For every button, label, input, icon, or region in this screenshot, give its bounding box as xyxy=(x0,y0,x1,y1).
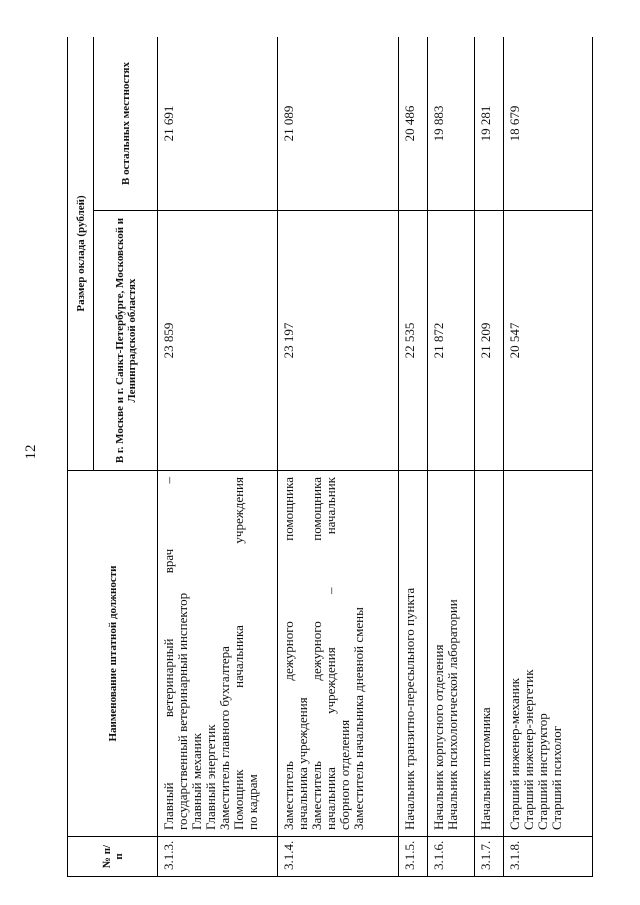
row-number: 3.1.3. xyxy=(158,837,277,877)
salary-other: 21 691 xyxy=(158,37,277,211)
table-row xyxy=(428,37,474,877)
position-line: начальника учреждения – начальник xyxy=(322,477,338,830)
header-salary-group: Размер оклада (рублей) xyxy=(68,37,94,471)
position-cell xyxy=(474,471,503,837)
position-line: Заместитель начальника дневной смены xyxy=(350,607,366,830)
page-number: 12 xyxy=(23,444,39,460)
salary-moscow: 21 872 xyxy=(428,211,474,471)
salary-moscow: 22 535 xyxy=(399,211,428,471)
header-moscow: В г. Москве и г. Санкт-Петербурге, Московской и Ленинградской областях xyxy=(94,211,158,471)
position-cell xyxy=(158,471,277,837)
row-number: 3.1.7. xyxy=(474,837,503,877)
position-line: Начальник питомника xyxy=(477,707,493,830)
salary-moscow: 23 197 xyxy=(277,211,399,471)
row-number: 3.1.4. xyxy=(277,837,399,877)
salary-moscow: 21 209 xyxy=(474,211,503,471)
header-position: Наименование штатной должности xyxy=(68,471,158,837)
table-row xyxy=(474,37,503,877)
header-row-top xyxy=(68,37,94,877)
position-line: государственный ветеринарный инспектор xyxy=(175,592,191,830)
position-line: Старший психолог xyxy=(548,725,564,830)
header-num: № п/п xyxy=(68,837,158,877)
row-number: 3.1.8. xyxy=(503,837,592,877)
position-line: Старший инструктор xyxy=(534,713,550,830)
position-line: Заместитель дежурного помощника xyxy=(280,477,296,830)
position-line: Заместитель главного бухгалтера xyxy=(217,646,233,830)
position-cell xyxy=(503,471,592,837)
position-line: Начальник транзитно-пересыльного пункта xyxy=(402,587,418,830)
position-line: начальника учреждения xyxy=(294,697,310,830)
position-line: Главный ветеринарный врач – xyxy=(161,477,177,830)
position-line: Главный механик xyxy=(189,733,205,830)
position-line: Начальник психологической лаборатории xyxy=(445,599,461,830)
position-line: Помощник начальника учреждения xyxy=(231,477,247,830)
table-row xyxy=(503,37,592,877)
position-line: Начальник корпусного отделения xyxy=(431,644,447,830)
table-row xyxy=(158,37,277,877)
position-line: Старший инженер-механик xyxy=(506,678,522,830)
position-cell xyxy=(399,471,428,837)
table-container xyxy=(67,37,593,877)
salary-other: 18 679 xyxy=(503,37,592,211)
salary-moscow: 23 859 xyxy=(158,211,277,471)
table-row xyxy=(277,37,399,877)
position-cell xyxy=(428,471,474,837)
salary-other: 20 486 xyxy=(399,37,428,211)
row-number: 3.1.5. xyxy=(399,837,428,877)
position-line: Главный энергетик xyxy=(203,724,219,830)
salary-moscow: 20 547 xyxy=(503,211,592,471)
position-line: по кадрам xyxy=(245,774,261,830)
salary-other: 19 281 xyxy=(474,37,503,211)
row-number: 3.1.6. xyxy=(428,837,474,877)
position-line: сборного отделения xyxy=(336,719,352,830)
position-line: Заместитель дежурного помощника xyxy=(308,477,324,830)
salary-table xyxy=(67,37,593,877)
salary-other: 19 883 xyxy=(428,37,474,211)
position-cell xyxy=(277,471,399,837)
position-line: Старший инженер-энергетик xyxy=(520,669,536,830)
header-other: В остальных местностях xyxy=(94,37,158,211)
table-row xyxy=(399,37,428,877)
salary-other: 21 089 xyxy=(277,37,399,211)
rotated-page-area xyxy=(67,37,593,877)
